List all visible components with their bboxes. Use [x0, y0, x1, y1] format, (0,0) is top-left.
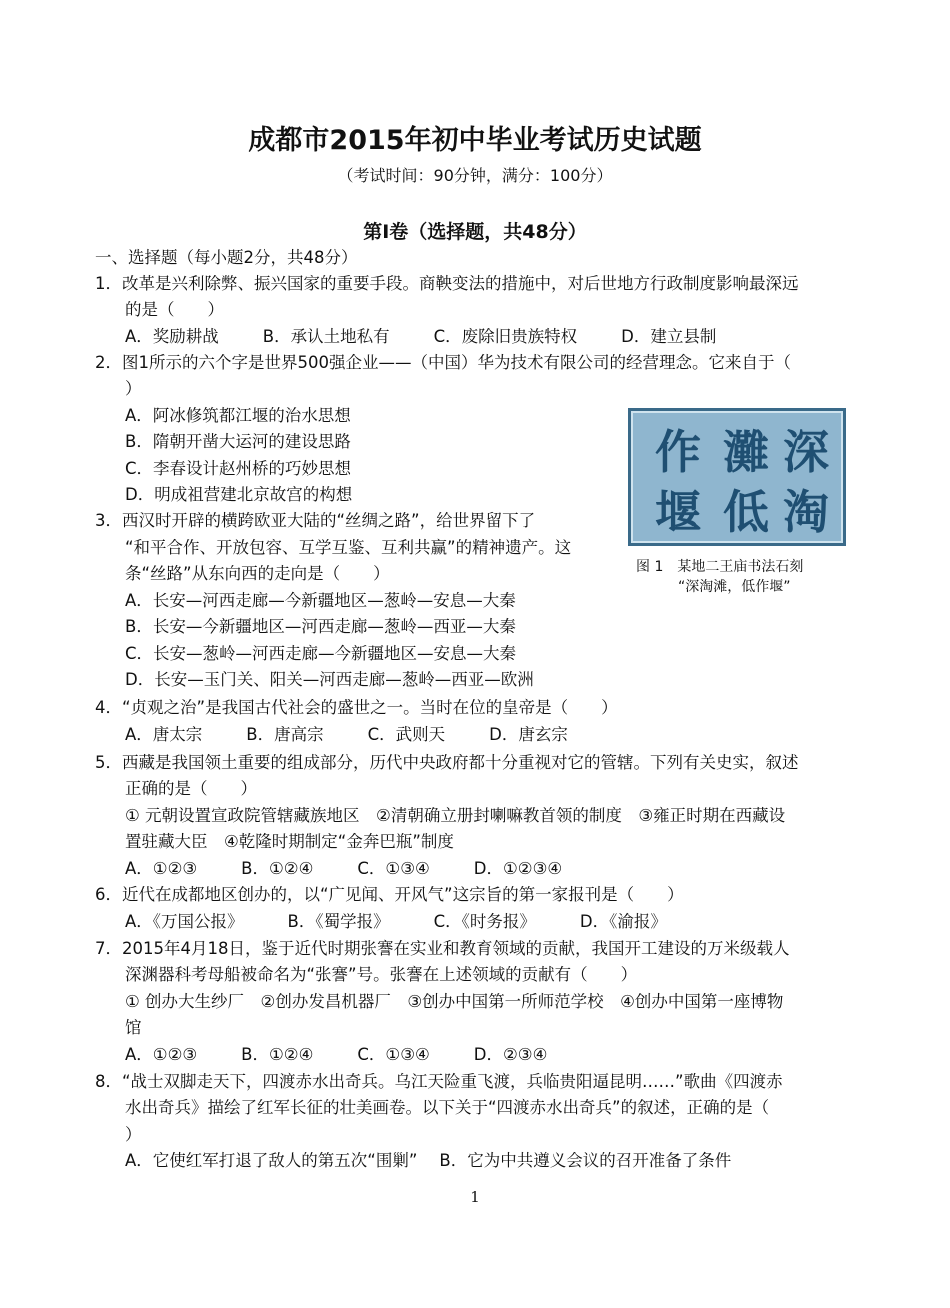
q6-option-a[interactable]: A．《万国公报》 — [125, 912, 244, 931]
q5-line4: 置驻藏大臣 ④乾隆时期制定“金奔巴瓶”制度 — [125, 832, 454, 851]
q6-line1: 6．近代在成都地区创办的，以“广见闻、开风气”这宗旨的第一家报刊是（ ） — [95, 885, 684, 904]
section-heading: 第Ⅰ卷（选择题，共48分） — [363, 221, 587, 243]
q2-option-b[interactable]: B．隋朝开凿大运河的建设思路 — [125, 432, 351, 451]
fig-char-4: 淘 — [783, 485, 829, 539]
q4-options — [125, 722, 612, 748]
q5-line3: ① 元朝设置宣政院管辖藏族地区 ②清朝确立册封喇嘛教首领的制度 ③雍正时期在西藏设 — [125, 806, 786, 825]
q6-option-b[interactable]: B．《蜀学报》 — [287, 912, 390, 931]
q1-option-d[interactable]: D．建立县制 — [621, 327, 717, 346]
figure-caption-line2: “深淘滩，低作堰” — [678, 579, 791, 595]
q5-option-b[interactable]: B．①②④ — [241, 859, 314, 878]
q8-line1: 8．“战士双脚走天下，四渡赤水出奇兵。乌江天险重飞渡，兵临贵阳逼昆明……”歌曲《四渡赤 — [95, 1072, 783, 1091]
q4-option-a[interactable]: A．唐太宗 — [125, 725, 203, 744]
q5-line1: 5．西藏是我国领土重要的组成部分，历代中央政府都十分重视对它的管辖。下列有关史实，叙述 — [95, 753, 799, 772]
q7-line3: ① 创办大生纱厂 ②创办发昌机器厂 ③创办中国第一所师范学校 ④创办中国第一座博物 — [125, 992, 784, 1011]
q8-option-b[interactable]: B．它为中共遵义会议的召开准备了条件 — [439, 1151, 732, 1170]
figure-caption-line1: 图 1 某地二王庙书法石刻 — [636, 559, 804, 575]
q2-line2: ） — [125, 379, 142, 398]
q7-option-c[interactable]: C．①③④ — [357, 1045, 430, 1064]
q3-option-a[interactable]: A．长安—河西走廊—今新疆地区—葱岭—安息—大秦 — [125, 591, 516, 610]
q1-line2: 的是（ ） — [125, 300, 224, 319]
q6-options — [125, 909, 711, 935]
q7-line2: 深渊器科考母船被命名为“张謇”号。张謇在上述领域的贡献有（ ） — [125, 965, 638, 984]
q5-option-a[interactable]: A．①②③ — [125, 859, 198, 878]
page-number: 1 — [470, 1188, 480, 1206]
fig-char-3: 作 — [655, 425, 701, 479]
q3-line1: 3．西汉时开辟的横跨欧亚大陆的“丝绸之路”，给世界留下了 — [95, 511, 536, 530]
q5-options — [125, 856, 606, 882]
part-heading: 一、选择题（每小题2分，共48分） — [95, 248, 358, 267]
q7-line1: 7．2015年4月18日，鉴于近代时期张謇在实业和教育领域的贡献，我国开工建设的万米级载人 — [95, 939, 790, 958]
q5-option-c[interactable]: C．①③④ — [357, 859, 430, 878]
q1-option-c[interactable]: C．废除旧贵族特权 — [433, 327, 578, 346]
q8-line2: 水出奇兵》描绘了红军长征的壮美画卷。以下关于“四渡赤水出奇兵”的叙述，正确的是（ — [125, 1098, 770, 1117]
q7-option-a[interactable]: A．①②③ — [125, 1045, 198, 1064]
exam-title: 成都市2015年初中毕业考试历史试题 — [248, 125, 702, 156]
q2-line1: 2．图1所示的六个字是世界500强企业——（中国）华为技术有限公司的经营理念。它来自于（ — [95, 353, 791, 372]
q4-option-d[interactable]: D．唐玄宗 — [489, 725, 568, 744]
q8-line3: ） — [125, 1125, 142, 1144]
q5-option-d[interactable]: D．①②③④ — [473, 859, 563, 878]
q1-line1: 1．改革是兴利除弊、振兴国家的重要手段。商鞅变法的措施中，对后世地方行政制度影响最深远 — [95, 274, 799, 293]
q7-option-d[interactable]: D．②③④ — [473, 1045, 548, 1064]
q8-options — [125, 1148, 775, 1174]
fig-char-6: 堰 — [655, 485, 701, 539]
q4-option-b[interactable]: B．唐高宗 — [246, 725, 324, 744]
calligraphy-image — [628, 408, 846, 546]
q6-option-d[interactable]: D．《渝报》 — [579, 912, 667, 931]
q2-option-c[interactable]: C．李春设计赵州桥的巧妙思想 — [125, 459, 352, 478]
q4-option-c[interactable]: C．武则天 — [367, 725, 446, 744]
exam-subtitle: （考试时间：90分钟，满分：100分） — [337, 166, 613, 185]
q3-option-c[interactable]: C．长安—葱岭—河西走廊—今新疆地区—安息—大秦 — [125, 644, 517, 663]
fig-char-5: 低 — [723, 485, 769, 539]
q2-option-a[interactable]: A．阿冰修筑都江堰的治水思想 — [125, 406, 351, 425]
q4-line1: 4．“贞观之治”是我国古代社会的盛世之一。当时在位的皇帝是（ ） — [95, 698, 618, 717]
q6-option-c[interactable]: C．《时务报》 — [433, 912, 536, 931]
q1-options — [125, 324, 760, 350]
q3-option-b[interactable]: B．长安—今新疆地区—河西走廊—葱岭—西亚—大秦 — [125, 617, 516, 636]
q8-option-a[interactable]: A．它使红军打退了敌人的第五次“围剿” — [125, 1151, 418, 1170]
fig-char-2: 灘 — [723, 425, 769, 479]
q3-option-d[interactable]: D．长安—玉门关、阳关—河西走廊—葱岭—西亚—欧洲 — [125, 670, 534, 689]
fig-char-1: 深 — [783, 425, 829, 479]
q7-options — [125, 1042, 591, 1068]
q1-option-a[interactable]: A．奖励耕战 — [125, 327, 219, 346]
q1-option-b[interactable]: B．承认土地私有 — [262, 327, 390, 346]
q3-line2: “和平合作、开放包容、互学互鉴、互利共赢”的精神遗产。这 — [125, 538, 572, 557]
q7-option-b[interactable]: B．①②④ — [241, 1045, 314, 1064]
figure-calligraphy-stone — [628, 408, 846, 546]
q2-option-d[interactable]: D．明成祖营建北京故宫的构想 — [125, 485, 353, 504]
q7-line4: 馆 — [125, 1018, 142, 1037]
q5-line2: 正确的是（ ） — [125, 779, 257, 798]
q3-line3: 条“丝路”从东向西的走向是（ ） — [125, 564, 390, 583]
